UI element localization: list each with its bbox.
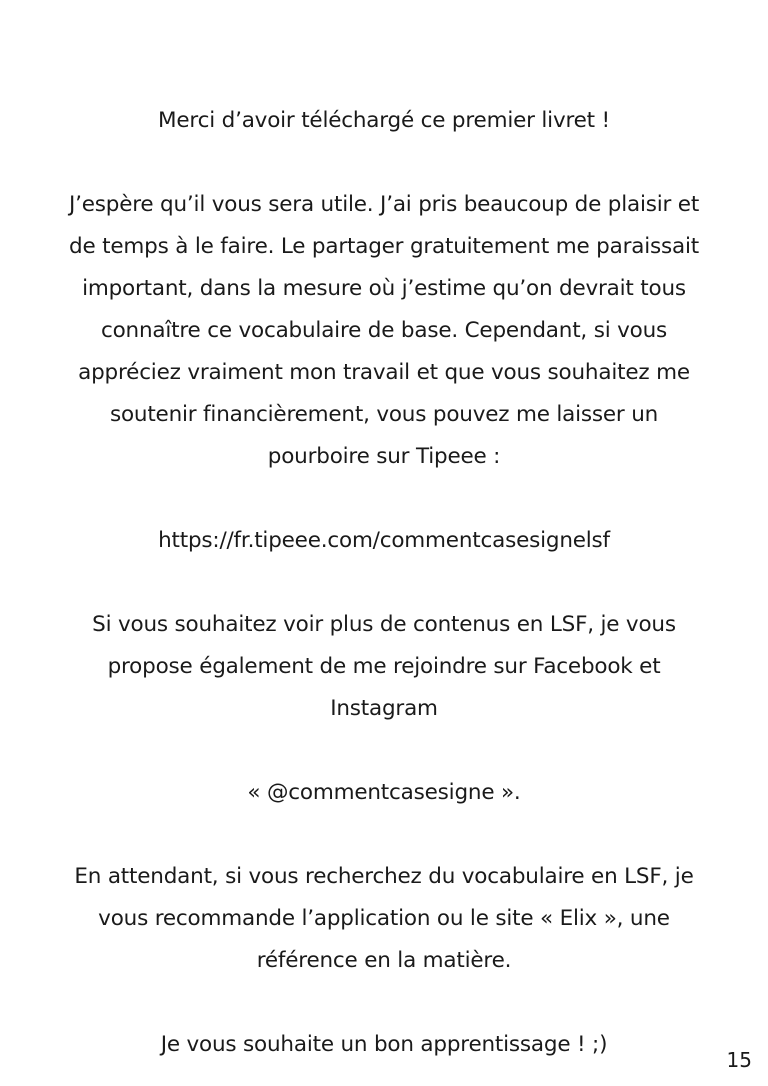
closing-paragraph: Je vous souhaite un bon apprentissage ! ;): [160, 1032, 608, 1057]
tipeee-link[interactable]: https://fr.tipeee.com/commentcasesignelsf: [158, 528, 610, 553]
page-body: [60, 100, 708, 1066]
social-paragraph: Si vous souhaitez voir plus de contenus en LSF, je vous propose également de me rejoindre sur Facebook et Instagram: [92, 612, 676, 721]
thanks-paragraph: Merci d’avoir téléchargé ce premier livret !: [158, 108, 610, 133]
elix-paragraph: En attendant, si vous recherchez du vocabulaire en LSF, je vous recommande l’application ou le site « Elix », une référence en la matière.: [74, 864, 694, 973]
page-number: 15: [726, 1048, 752, 1072]
support-paragraph: J’espère qu’il vous sera utile. J’ai pris beaucoup de plaisir et de temps à le faire. Le partager gratuitement me paraissait important, dans la mesure où j’estime qu’on devrait tous connaître ce vocabulaire de base. Cependant, si vous appréciez vraiment mon travail et que vous souhaitez me soutenir financièrement, vous pouvez me laisser un pourboire sur Tipeee :: [68, 192, 700, 469]
social-handle: « @commentcasesigne ».: [247, 780, 521, 805]
